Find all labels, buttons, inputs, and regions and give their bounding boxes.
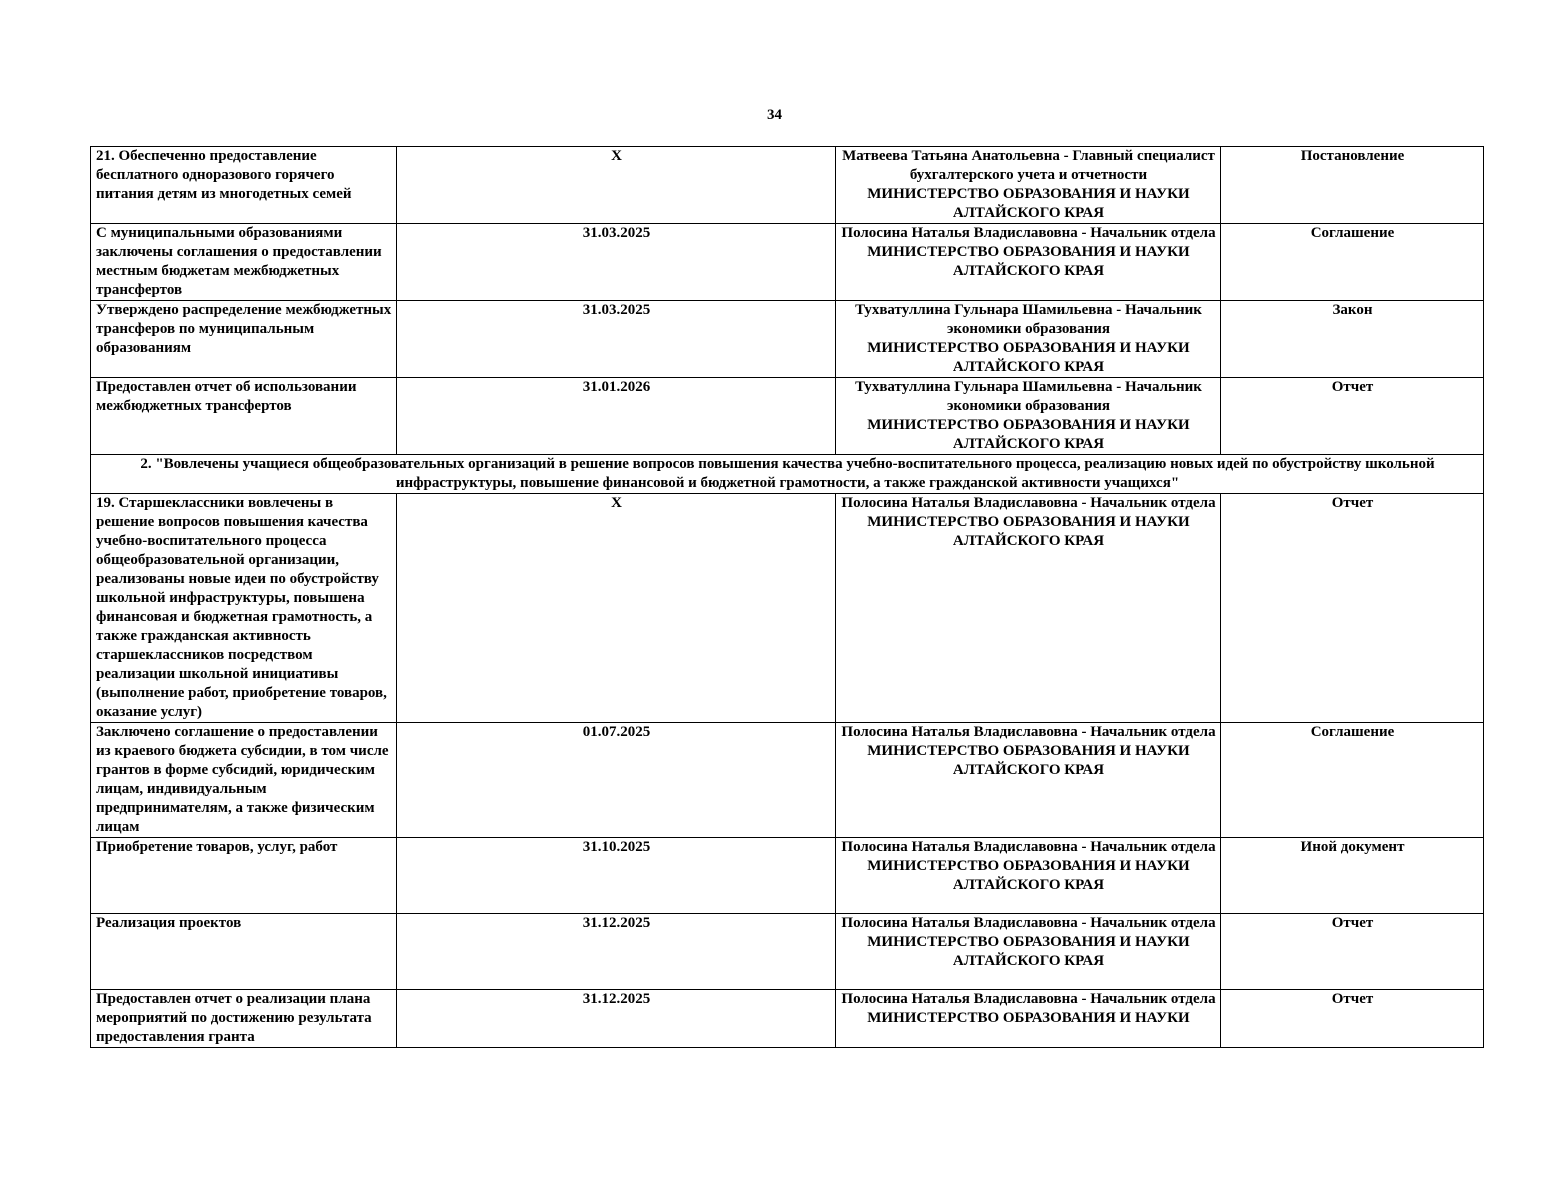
deadline-cell: 31.12.2025 — [397, 914, 836, 990]
responsible-ministry: МИНИСТЕРСТВО ОБРАЗОВАНИЯ И НАУКИ АЛТАЙСКОГО КРАЯ — [867, 244, 1190, 279]
responsible-person: Тухватуллина Гульнара Шамильевна - Начальник экономики образования — [855, 302, 1202, 337]
event-name-cell: 19. Старшеклассники вовлечены в решение вопросов повышения качества учебно-воспитательного процесса общеобразовательной организации, реализованы новые идеи по обустройству школьной инфраструктуры, повышена финансовая и бюджетная грамотность, а также гражданская активность старшеклассников посредством реализации школьной инициативы (выполнение работ, приобретение товаров, оказание услуг) — [91, 494, 397, 723]
responsible-cell — [836, 378, 1221, 455]
responsible-person: Полосина Наталья Владиславовна - Начальник отдела — [841, 225, 1216, 241]
responsible-cell — [836, 301, 1221, 378]
table-row — [91, 147, 1484, 224]
section-heading: 2. "Вовлечены учащиеся общеобразовательных организаций в решение вопросов повышения качества учебно-воспитательного процесса, реализацию новых идей по обустройству школьной инфраструктуры, повышение финансовой и бюджетной грамотности, а также гражданской активности учащихся" — [91, 455, 1484, 494]
deadline-cell: 01.07.2025 — [397, 723, 836, 838]
responsible-ministry: МИНИСТЕРСТВО ОБРАЗОВАНИЯ И НАУКИ АЛТАЙСКОГО КРАЯ — [867, 340, 1190, 375]
page-number: 34 — [767, 107, 782, 123]
responsible-ministry: МИНИСТЕРСТВО ОБРАЗОВАНИЯ И НАУКИ АЛТАЙСКОГО КРАЯ — [867, 417, 1190, 452]
table-row — [91, 378, 1484, 455]
section-heading-row — [91, 455, 1484, 494]
responsible-person: Тухватуллина Гульнара Шамильевна - Начальник экономики образования — [855, 379, 1202, 414]
responsible-cell — [836, 494, 1221, 723]
responsible-ministry: МИНИСТЕРСТВО ОБРАЗОВАНИЯ И НАУКИ — [867, 1010, 1190, 1026]
event-name-cell: Предоставлен отчет о реализации плана мероприятий по достижению результата предоставления гранта — [91, 990, 397, 1048]
document-type-cell: Соглашение — [1221, 723, 1484, 838]
responsible-ministry: МИНИСТЕРСТВО ОБРАЗОВАНИЯ И НАУКИ АЛТАЙСКОГО КРАЯ — [867, 858, 1190, 893]
table-row — [91, 494, 1484, 723]
responsible-ministry: МИНИСТЕРСТВО ОБРАЗОВАНИЯ И НАУКИ АЛТАЙСКОГО КРАЯ — [867, 934, 1190, 969]
deadline-cell: 31.03.2025 — [397, 301, 836, 378]
plan-table — [90, 146, 1484, 1048]
deadline-cell: 31.03.2025 — [397, 224, 836, 301]
deadline-cell: 31.01.2026 — [397, 378, 836, 455]
deadline-cell: Х — [397, 494, 836, 723]
responsible-cell — [836, 914, 1221, 990]
document-type-cell: Постановление — [1221, 147, 1484, 224]
document-type-cell: Отчет — [1221, 378, 1484, 455]
table-row — [91, 301, 1484, 378]
document-type-cell: Иной документ — [1221, 838, 1484, 914]
responsible-cell — [836, 990, 1221, 1048]
event-name-cell: 21. Обеспеченно предоставление бесплатного одноразового горячего питания детям из многодетных семей — [91, 147, 397, 224]
responsible-person: Полосина Наталья Владиславовна - Начальник отдела — [841, 724, 1216, 740]
responsible-person: Полосина Наталья Владиславовна - Начальник отдела — [841, 915, 1216, 931]
responsible-person: Полосина Наталья Владиславовна - Начальник отдела — [841, 991, 1216, 1007]
responsible-ministry: МИНИСТЕРСТВО ОБРАЗОВАНИЯ И НАУКИ АЛТАЙСКОГО КРАЯ — [867, 514, 1190, 549]
event-name-cell: Утверждено распределение межбюджетных трансферов по муниципальным образованиям — [91, 301, 397, 378]
document-type-cell: Соглашение — [1221, 224, 1484, 301]
table-row — [91, 914, 1484, 990]
document-type-cell: Отчет — [1221, 494, 1484, 723]
plan-table-body — [91, 147, 1484, 1048]
table-row — [91, 838, 1484, 914]
deadline-cell: 31.12.2025 — [397, 990, 836, 1048]
event-name-cell: С муниципальными образованиями заключены соглашения о предоставлении местным бюджетам межбюджетных трансфертов — [91, 224, 397, 301]
document-type-cell: Отчет — [1221, 914, 1484, 990]
deadline-cell: 31.10.2025 — [397, 838, 836, 914]
responsible-cell — [836, 147, 1221, 224]
event-name-cell: Предоставлен отчет об использовании межбюджетных трансфертов — [91, 378, 397, 455]
responsible-ministry: МИНИСТЕРСТВО ОБРАЗОВАНИЯ И НАУКИ АЛТАЙСКОГО КРАЯ — [867, 743, 1190, 778]
responsible-cell — [836, 224, 1221, 301]
responsible-cell — [836, 838, 1221, 914]
responsible-person: Полосина Наталья Владиславовна - Начальник отдела — [841, 839, 1216, 855]
table-row — [91, 990, 1484, 1048]
responsible-person: Матвеева Татьяна Анатольевна - Главный специалист бухгалтерского учета и отчетности — [842, 148, 1215, 183]
event-name-cell: Реализация проектов — [91, 914, 397, 990]
table-row — [91, 723, 1484, 838]
deadline-cell: Х — [397, 147, 836, 224]
table-row — [91, 224, 1484, 301]
document-type-cell: Закон — [1221, 301, 1484, 378]
event-name-cell: Заключено соглашение о предоставлении из краевого бюджета субсидии, в том числе грантов в форме субсидий, юридическим лицам, индивидуальным предпринимателям, а также физическим лицам — [91, 723, 397, 838]
event-name-cell: Приобретение товаров, услуг, работ — [91, 838, 397, 914]
responsible-ministry: МИНИСТЕРСТВО ОБРАЗОВАНИЯ И НАУКИ АЛТАЙСКОГО КРАЯ — [867, 186, 1190, 221]
document-type-cell: Отчет — [1221, 990, 1484, 1048]
responsible-person: Полосина Наталья Владиславовна - Начальник отдела — [841, 495, 1216, 511]
responsible-cell — [836, 723, 1221, 838]
